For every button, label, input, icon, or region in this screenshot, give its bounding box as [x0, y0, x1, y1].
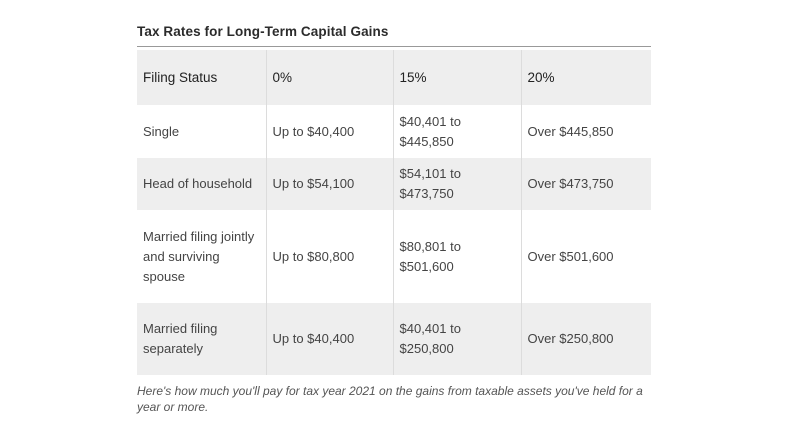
rate-20-cell: Over $501,600	[527, 248, 614, 264]
rate-20-cell: Over $250,800	[527, 331, 614, 346]
rate-0-cell: Up to $80,800	[266, 210, 393, 303]
rate-20-cell: Over $473,750	[527, 176, 614, 191]
rate-0-cell: Up to $54,100	[266, 158, 393, 210]
rate-20-cell: Over $445,850	[527, 123, 614, 139]
filing-status-cell: Head of household	[137, 158, 266, 210]
table-row	[137, 210, 651, 303]
header-20-percent: 20%	[527, 69, 555, 85]
filing-status-cell: Married filing jointly and surviving spouse	[137, 210, 266, 303]
filing-status-cell: Married filing separately	[137, 303, 266, 375]
table-row	[137, 105, 651, 158]
header-0-percent: 0%	[266, 50, 393, 105]
rate-15-cell: $54,101 to $473,750	[393, 158, 521, 210]
tax-rates-section	[137, 22, 651, 415]
table-header-row	[137, 50, 651, 105]
table-row	[137, 303, 651, 375]
header-15-percent: 15%	[393, 50, 521, 105]
rate-0-cell: Up to $40,400	[266, 303, 393, 375]
capital-gains-table	[137, 50, 651, 375]
rate-15-cell: $80,801 to $501,600	[393, 210, 521, 303]
header-filing-status: Filing Status	[137, 50, 266, 105]
filing-status-cell: Single	[137, 105, 266, 158]
rate-15-cell: $40,401 to $445,850	[393, 105, 521, 158]
rate-15-cell: $40,401 to $250,800	[393, 303, 521, 375]
rate-0-cell: Up to $40,400	[266, 105, 393, 158]
table-title: Tax Rates for Long-Term Capital Gains	[137, 22, 651, 47]
table-caption: Here's how much you'll pay for tax year 2021 on the gains from taxable assets you've held for a year or more.	[137, 384, 643, 414]
table-row	[137, 158, 651, 210]
